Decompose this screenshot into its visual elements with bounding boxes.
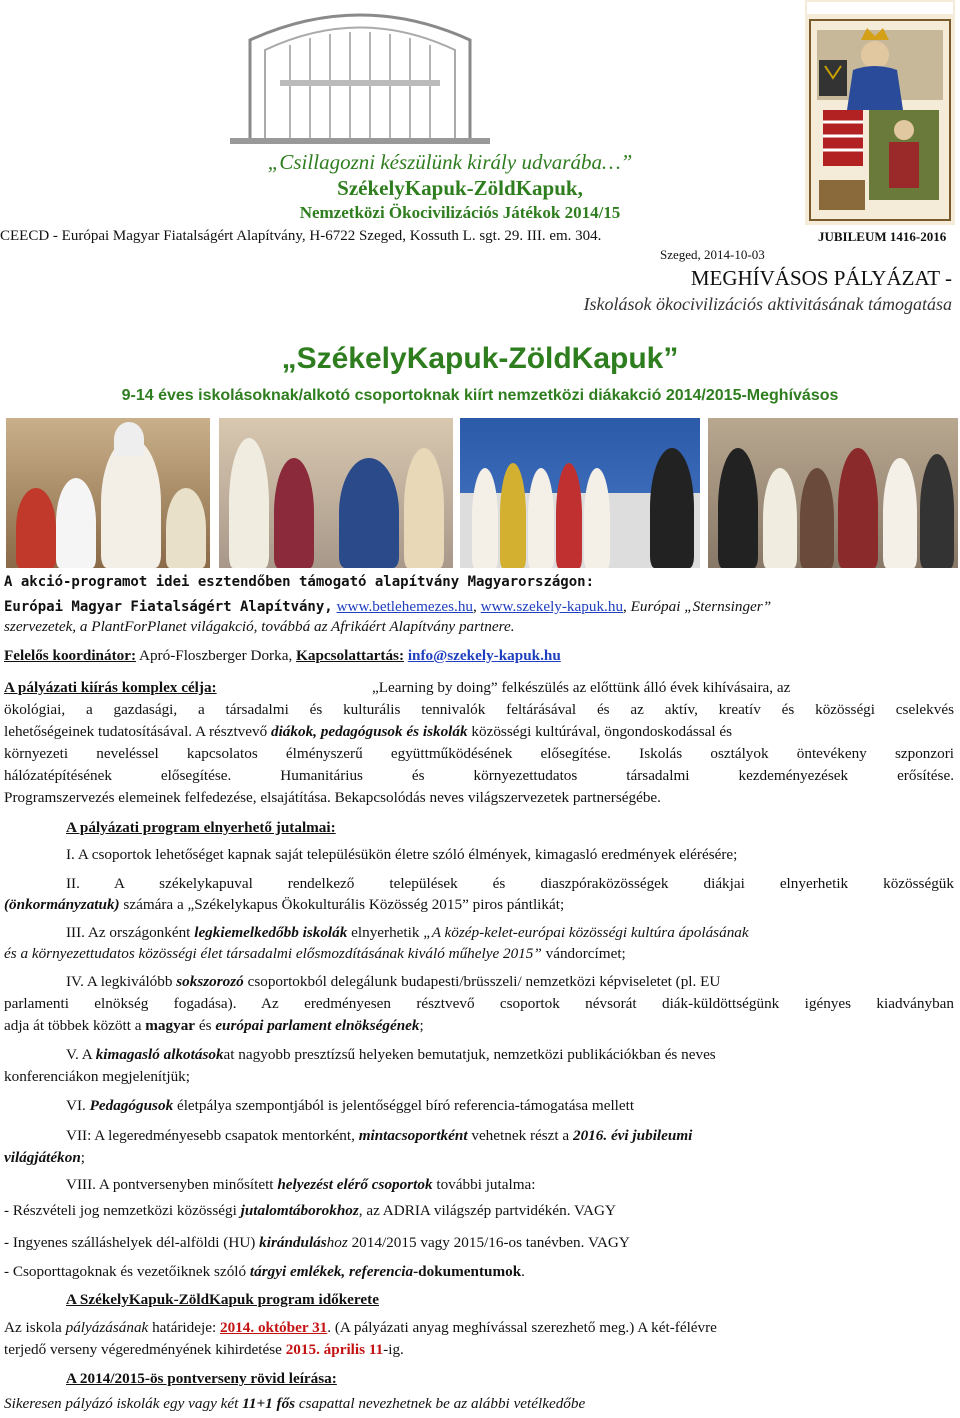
reward-7d: 2016. évi jubileumi xyxy=(572,1127,693,1144)
reward-detail-2b: kirándulás xyxy=(259,1234,327,1251)
reward-4c: csoportokból delegálunk budapesti/brüsszeli/ nemzetközi képviseletet (pl. EU xyxy=(247,973,721,990)
reward-8b: helyezést elérő csoportok xyxy=(277,1176,433,1193)
photo-delegation xyxy=(708,418,958,568)
goal-line-5: közösségi kultúrával, öngondoskodással és xyxy=(471,723,733,740)
goal-line-3: A résztvevő xyxy=(195,723,268,740)
reward-8c: további jutalma: xyxy=(436,1176,536,1193)
program-name: SzékelyKapuk-ZöldKapuk, xyxy=(337,176,583,200)
coordinator-label: Felelős koordinátor: xyxy=(4,647,137,664)
reward-5c: at nagyobb presztízsű helyeken bemutatjuk, nemzetközi publikációkban és neves xyxy=(223,1046,716,1063)
goal-line-0: „Learning by doing” felkészülés az előttünk álló évek kihívásaira, az xyxy=(372,679,791,696)
reward-detail-2d: 2014/2015 vagy 2015/16-os tanévben. VAGY xyxy=(351,1234,630,1251)
reward-detail-1c: , az ADRIA világszép partvidékén. VAGY xyxy=(358,1202,616,1219)
organization-address: CEECD - Európai Magyar Fiatalságért Alapítvány, H-6722 Szeged, Kossuth L. sgt. 29. III. em. 304. xyxy=(0,228,602,244)
reward-6b: Pedagógusok xyxy=(89,1097,174,1114)
reward-2b: számára a „Székelykapus Ökokulturális Közösség 2015” piros pántlikát; xyxy=(123,896,565,913)
timeline-heading: A SzékelyKapuk-ZöldKapuk program időkerete xyxy=(66,1291,379,1308)
goal-line-7: hálózatépítésének elősegítése. Humanitárius és környezettudatos társadalmi kezdeményezések erősítése. xyxy=(4,767,954,784)
reward-4f: magyar xyxy=(145,1017,196,1034)
photo-eu-parliament xyxy=(460,418,700,568)
reward-5a: V. A xyxy=(66,1046,92,1063)
reward-7b: mintacsoportként xyxy=(358,1127,468,1144)
coordinator-name: Apró-Floszberger Dorka, xyxy=(139,647,293,664)
reward-7e: világjátékon xyxy=(4,1149,81,1166)
short-desc-1a: Sikeresen pályázó iskolák egy vagy két xyxy=(4,1395,239,1412)
reward-7c: vehetnek részt a xyxy=(471,1127,570,1144)
reward-4e: adja át többek között a xyxy=(4,1017,142,1034)
jubileum-label: JUBILEUM 1416-2016 xyxy=(818,229,947,244)
link-betlehemezes[interactable]: www.betlehemezes.hu xyxy=(336,598,474,615)
photo-merkel xyxy=(219,418,453,568)
results-date: 2015. április 11 xyxy=(285,1341,384,1358)
goal-line-6: környezeti neveléssel kapcsolatos élményszerű együttműködésének elősegítése. Iskolás osztályok öntevékeny szponzori xyxy=(4,745,954,762)
reward-3a: III. Az országonként xyxy=(66,924,191,941)
reward-detail-3c: -dokumentumok xyxy=(413,1263,522,1280)
reward-3d: „A közép-kelet-európai közösségi kultúra ápolásának xyxy=(423,924,749,941)
reward-5d: konferenciákon megjelenítjük; xyxy=(4,1068,190,1085)
reward-detail-1b: jutalomtáborokhoz xyxy=(240,1202,359,1219)
support-heading: A akció-programot idei esztendőben támogató alapítvány Magyarországon: xyxy=(4,574,595,590)
reward-detail-2c: hoz xyxy=(326,1234,348,1251)
reward-3e: és a környezettudatos közösségi élet társadalmi elősmozdításának kiváló műhelye 2015” xyxy=(4,945,542,962)
reward-4g: és xyxy=(198,1017,212,1034)
reward-4a: IV. A legkiválóbb xyxy=(66,973,173,990)
support-after: , Európai „Sternsinger” xyxy=(623,598,772,615)
timeline-1b: pályázásának xyxy=(65,1319,149,1336)
contact-email-link[interactable]: info@szekely-kapuk.hu xyxy=(407,647,561,664)
gate-illustration xyxy=(210,0,510,150)
date: Szeged, 2014-10-03 xyxy=(660,247,765,262)
reward-7f: ; xyxy=(80,1149,86,1166)
reward-detail-2a: - Ingyenes szálláshelyek dél-alföldi (HU) xyxy=(4,1234,256,1251)
reward-1: I. A csoportok lehetőséget kapnak saját településükön életre szóló élmények, kimagasló eredmények elérésére; xyxy=(66,846,738,863)
reward-2a: II. A székelykapuval rendelkező települések és diaszpóraközösségek diákjai elnyerhetik közösségük xyxy=(66,875,954,892)
short-desc-1c: csapattal nevezhetnek be az alábbi vetélkedőbe xyxy=(298,1395,586,1412)
king-illustration xyxy=(805,0,955,225)
reward-3b: legkiemelkedőbb iskolák xyxy=(194,924,348,941)
timeline-2a: terjedő verseny végeredményének kihirdetése xyxy=(4,1341,282,1358)
short-desc-1b: 11+1 fős xyxy=(242,1395,296,1412)
reward-4b: sokszorozó xyxy=(176,973,244,990)
goal-label: A pályázati kiírás komplex célja: xyxy=(4,679,217,696)
reward-4d: parlamenti elnökség fogadása). Az eredményesen résztvevő csoportok névsorát diák-küldöttségünk igényes kiadványban xyxy=(4,995,954,1012)
timeline-2c: -ig. xyxy=(383,1341,404,1358)
main-title: „SzékelyKapuk-ZöldKapuk” xyxy=(281,342,679,375)
reward-detail-3b: tárgyi emlékek, referencia xyxy=(249,1263,414,1280)
goal-line-8: Programszervezés elemeinek felfedezése, elsajátítása. Bekapcsolódás neves világszervezetek partnerségébe. xyxy=(4,789,661,806)
reward-3c: elnyerhetik xyxy=(351,924,420,941)
goal-line-4: diákok, pedagógusok és iskolák xyxy=(270,723,468,740)
call-title: MEGHÍVÁSOS PÁLYÁZAT - xyxy=(690,266,952,290)
reward-6c: életpálya szempontjából is jelentőséggel bíró referencia-támogatása mellett xyxy=(176,1097,635,1114)
link-separator: , xyxy=(473,598,477,615)
reward-8a: VIII. A pontversenyben minősített xyxy=(66,1176,274,1193)
timeline-1a: Az iskola xyxy=(4,1319,62,1336)
reward-4h: európai parlament elnökségének xyxy=(215,1017,420,1034)
timeline-1e: . (A pályázati anyag meghívással szerezhető meg.) A két-félévre xyxy=(327,1319,717,1336)
contact-line xyxy=(4,646,954,666)
contact-label: Kapcsolattartás: xyxy=(296,647,405,664)
photo-pope xyxy=(6,418,210,568)
reward-5b: kimagasló alkotások xyxy=(95,1046,224,1063)
goal-line-2: lehetőségeinek tudatosításával. xyxy=(4,723,193,740)
rewards-heading: A pályázati program elnyerhető jutalmai: xyxy=(66,819,336,836)
reward-detail-3d: . xyxy=(521,1263,525,1280)
reward-3f: vándorcímet; xyxy=(545,945,626,962)
reward-4i: ; xyxy=(419,1017,424,1034)
support-partners: szervezetek, a PlantForPlanet világakció, továbbá az Afrikáért Alapítvány partnere. xyxy=(4,618,515,635)
reward-detail-1a: - Részvételi jog nemzetközi közösségi xyxy=(4,1202,237,1219)
reward-7a: VII: A legeredményesebb csapatok mentorként, xyxy=(66,1127,355,1144)
short-desc-heading: A 2014/2015-ös pontverseny rövid leírása: xyxy=(66,1370,337,1387)
support-org: Európai Magyar Fiatalságért Alapítvány, xyxy=(4,599,333,615)
deadline-date: 2014. október 31 xyxy=(219,1319,328,1336)
link-szekely-kapuk[interactable]: www.szekely-kapuk.hu xyxy=(480,598,624,615)
call-subtitle: Iskolások ökocivilizációs aktivitásának támogatása xyxy=(583,294,952,314)
reward-detail-3a: - Csoporttagoknak és vezetőiknek szóló xyxy=(4,1263,247,1280)
reward-6a: VI. xyxy=(66,1097,86,1114)
reward-2-bold: (önkormányzatuk) xyxy=(4,896,120,913)
games-title: Nemzetközi Ökocivilizációs Játékok 2014/15 xyxy=(299,203,621,222)
subtitle: 9-14 éves iskolásoknak/alkotó csoportoknak kiírt nemzetközi diákakció 2014/2015-Meghívásos xyxy=(121,387,839,404)
timeline-1c: határideje: xyxy=(152,1319,217,1336)
header-title: „Csillagozni készülünk király udvarába…” xyxy=(267,150,633,174)
goal-line-1: ökológiai, a gazdasági, a társadalmi és kulturális tennivalók feltárásával és az aktív, kreatív és közösségi cselekvés xyxy=(4,701,954,718)
